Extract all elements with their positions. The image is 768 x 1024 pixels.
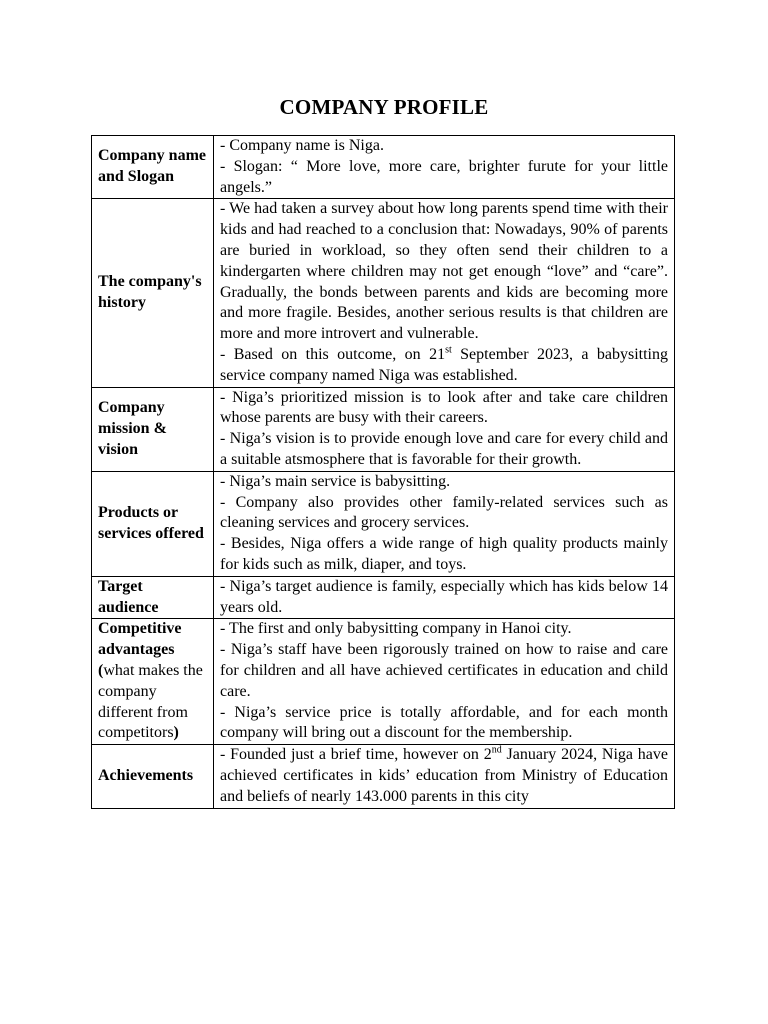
row-label: Company name and Slogan [92, 136, 214, 199]
paren-open: ( [98, 661, 104, 679]
row-label [92, 619, 214, 745]
content-line: - Besides, Niga offers a wide range of high quality products mainly for kids such as milk, diaper, and toys. [220, 535, 668, 573]
row-label-main: Competitive advantages [98, 620, 182, 659]
content-line: - We had taken a survey about how long parents spend time with their kids and had reached to a conclusion that: Nowadays, 90% of parents are buried in workload, so they often send their children to a kindergarten where children may not get enough “love” and “care”. Gradually, the bonds between parents and kids are becoming more and more fragile. Besides, another serious results is that children are more and more introvert and vulnerable. [220, 200, 668, 343]
content-line: - The first and only babysitting company in Hanoi city. [220, 620, 572, 638]
content-line: - Niga’s service price is totally affordable, and for each month company will bring out a discount for the membership. [220, 703, 668, 742]
row-label: Target audience [92, 576, 214, 619]
row-content [214, 387, 675, 471]
content-line-dated [220, 745, 668, 807]
row-label: Achievements [92, 745, 214, 808]
content-line-dated [220, 345, 668, 387]
table-row [92, 745, 675, 808]
company-profile-table [91, 135, 675, 809]
table-row [92, 471, 675, 576]
table-row [92, 576, 675, 619]
ordinal-suffix: st [445, 344, 452, 356]
row-label: Company mission & vision [92, 387, 214, 471]
row-content [214, 136, 675, 199]
table-row [92, 136, 675, 199]
row-content [214, 576, 675, 619]
row-content [214, 199, 675, 387]
row-content [214, 745, 675, 808]
content-line: - Niga’s staff have been rigorously trained on how to raise and care for children and all have achieved certificates in education and child care. [220, 641, 668, 700]
date-text-before: - Founded just a brief time, however on 2 [220, 746, 492, 764]
content-line: - Niga’s main service is babysitting. [220, 472, 451, 490]
content-line: - Niga’s vision is to provide enough love and care for every child and a suitable atsmosphere that is favorable for their growth. [220, 430, 668, 468]
table-row [92, 199, 675, 387]
row-label: The company's history [92, 199, 214, 387]
table-row [92, 619, 675, 745]
content-line: - Niga’s target audience is family, especially which has kids below 14 years old. [220, 577, 668, 616]
paren-close: ) [173, 724, 179, 742]
date-text-after: January 2024, Niga have achieved certificates in kids’ education from Ministry of Education and beliefs of nearly 143.000 parents in this city [220, 746, 668, 805]
content-line: - Company name is Niga. [220, 137, 384, 154]
content-line: - Slogan: “ More love, more care, brighter furute for your little angels.” [220, 157, 668, 196]
row-label-note: what makes the company different from competitors [98, 661, 203, 742]
date-text-after: September 2023, a babysitting service company named Niga was established. [220, 345, 669, 384]
content-line: - Company also provides other family-related services such as cleaning services and grocery services. [220, 493, 668, 532]
row-content [214, 471, 675, 576]
date-text-before: - Based on this outcome, on 21 [220, 345, 446, 363]
page-title: COMPANY PROFILE [279, 95, 489, 119]
table-row [92, 387, 675, 471]
ordinal-suffix: nd [491, 744, 502, 756]
content-line: - Niga’s prioritized mission is to look after and take care children whose parents are busy with their careers. [220, 388, 668, 427]
row-content [214, 619, 675, 745]
row-label: Products or services offered [92, 471, 214, 576]
